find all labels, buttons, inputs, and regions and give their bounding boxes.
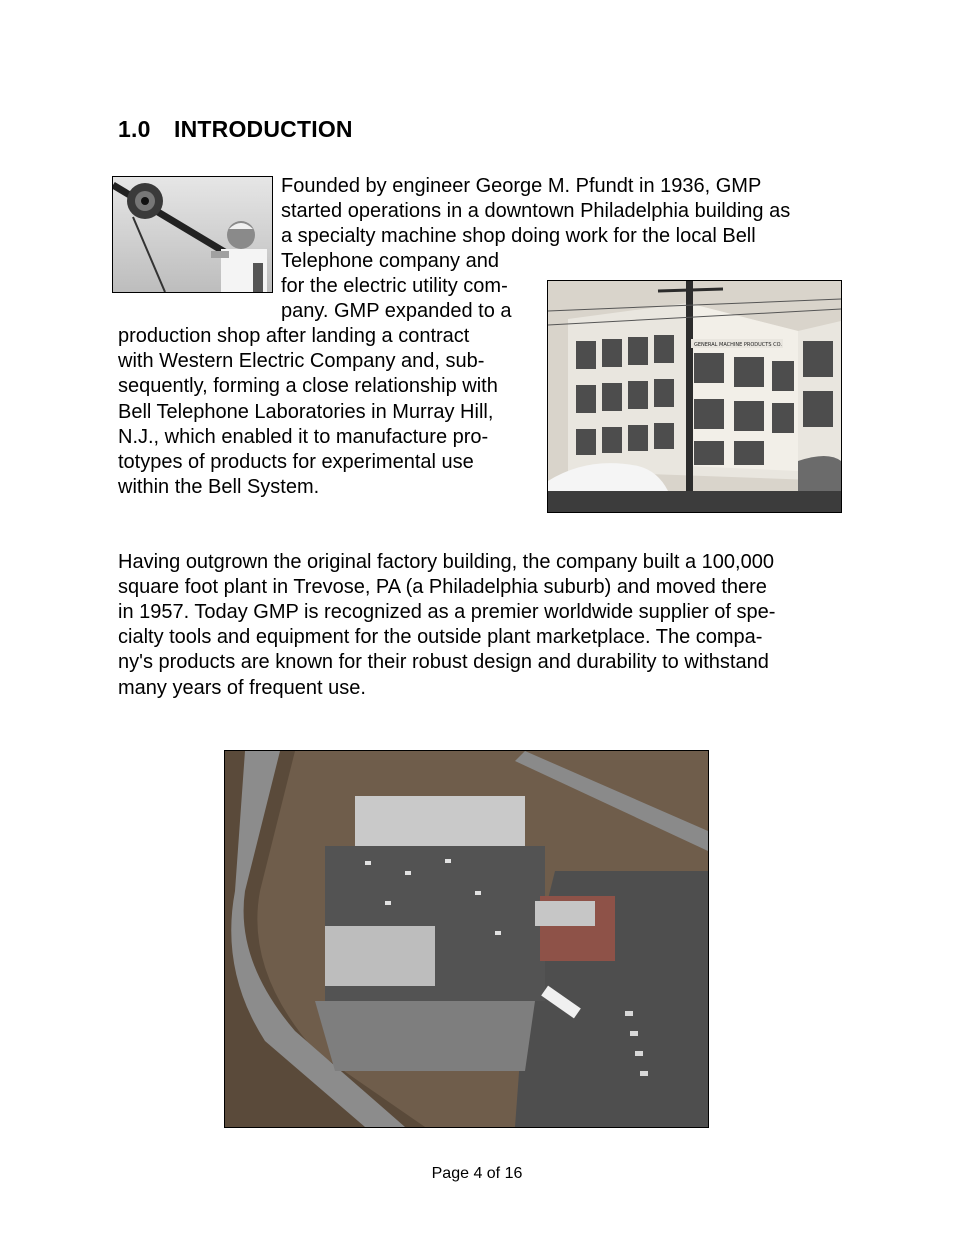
- paragraph1-line: pany. GMP expanded to a: [281, 300, 512, 322]
- paragraph1-line: production shop after landing a contract: [118, 325, 470, 347]
- section-number: 1.0: [118, 116, 151, 142]
- founder-photo: [112, 176, 273, 293]
- factory-building-photo: [547, 280, 842, 513]
- paragraph2-line: in 1957. Today GMP is recognized as a premier worldwide supplier of spe-: [118, 601, 776, 623]
- section-heading: [118, 116, 353, 143]
- paragraph1-line: N.J., which enabled it to manufacture pro-: [118, 426, 489, 448]
- paragraph1-line: Telephone company and: [281, 250, 499, 272]
- paragraph1-line: with Western Electric Company and, sub-: [118, 350, 485, 372]
- section-title: INTRODUCTION: [174, 116, 353, 142]
- paragraph1-line: a specialty machine shop doing work for the local Bell: [281, 225, 756, 247]
- paragraph1-line: Founded by engineer George M. Pfundt in 1936, GMP: [281, 175, 762, 197]
- paragraph2-line: Having outgrown the original factory building, the company built a 100,000: [118, 551, 774, 573]
- paragraph2-line: many years of frequent use.: [118, 677, 366, 699]
- paragraph1-line: within the Bell System.: [118, 476, 320, 498]
- paragraph1-line: for the electric utility com-: [281, 275, 508, 297]
- page-number: Page 4 of 16: [431, 1165, 523, 1182]
- paragraph2-line: ny's products are known for their robust design and durability to withstand: [118, 651, 769, 673]
- paragraph1-line: Bell Telephone Laboratories in Murray Hill,: [118, 401, 494, 423]
- aerial-plant-photo: [224, 750, 709, 1128]
- paragraph1-line: totypes of products for experimental use: [118, 451, 474, 473]
- building-sign: GENERAL MACHINE PRODUCTS CO.: [694, 342, 782, 348]
- paragraph1-line: started operations in a downtown Philadelphia building as: [281, 200, 791, 222]
- paragraph2-line: square foot plant in Trevose, PA (a Philadelphia suburb) and moved there: [118, 576, 767, 598]
- paragraph2-line: cialty tools and equipment for the outside plant marketplace. The compa-: [118, 626, 763, 648]
- paragraph1-line: sequently, forming a close relationship with: [118, 375, 498, 397]
